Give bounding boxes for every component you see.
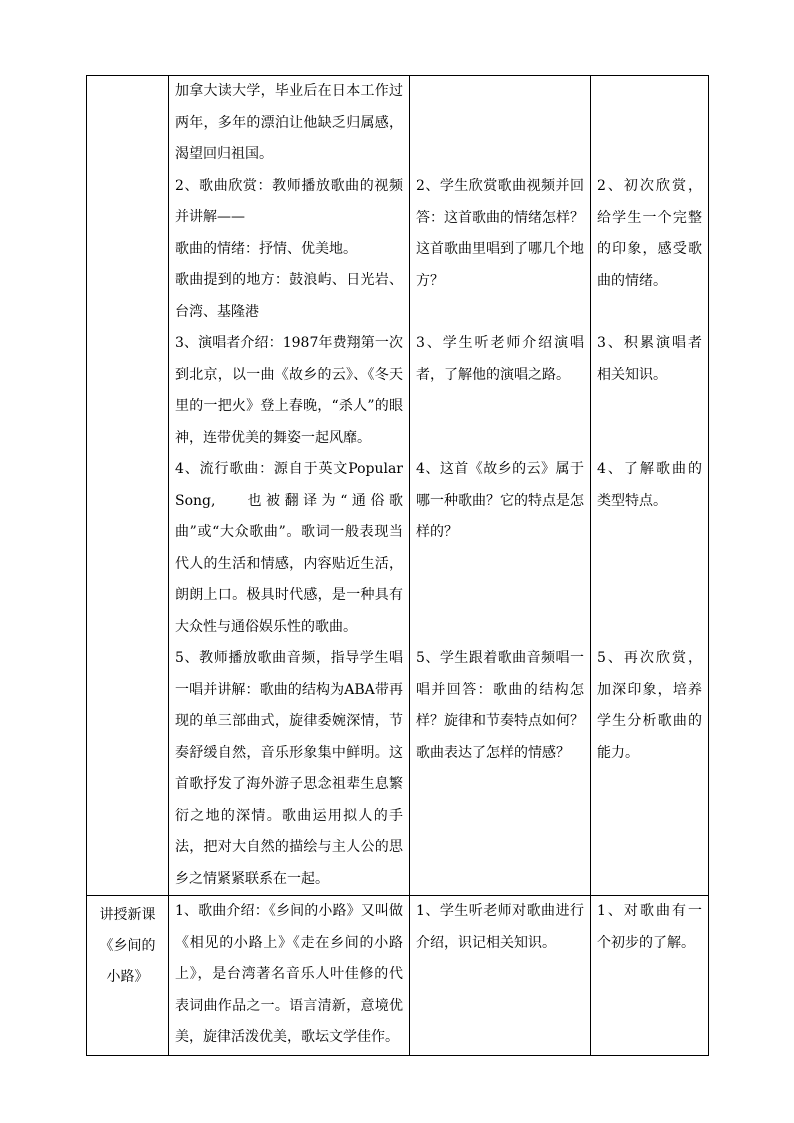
intent-paragraph: 3、积累演唱者相关知识。 — [597, 335, 702, 383]
table-row — [87, 76, 709, 896]
teacher-paragraph: 4、流行歌曲：源自于英文Popular Song, 也被翻译为“通俗歌曲”或“大众歌曲”。歌词一般表现当代人的生活和情感，内容贴近生活，朗朗上口。极具时代感，是一种具有大众性与通俗娱乐性的歌曲。 — [175, 461, 403, 635]
teacher-activity-cell — [169, 896, 410, 1056]
student-activity-cell — [410, 896, 591, 1056]
intent-paragraph: 5、再次欣赏，加深印象，培养学生分析歌曲的能力。 — [597, 650, 702, 761]
student-activity-cell — [410, 76, 591, 896]
student-paragraph: 5、学生跟着歌曲音频唱一唱并回答：歌曲的结构怎样？旋律和节奏特点如何？歌曲表达了怎样的情感？ — [416, 650, 584, 761]
student-paragraph: 2、学生欣赏歌曲视频并回答：这首歌曲的情绪怎样？这首歌曲里唱到了哪几个地方？ — [416, 178, 584, 289]
table-row — [87, 896, 709, 1056]
student-paragraph: 4、这首《故乡的云》属于哪一种歌曲？它的特点是怎样的？ — [416, 461, 584, 540]
lesson-plan-table — [86, 75, 709, 1056]
student-paragraph: 1、学生听老师对歌曲进行介绍，识记相关知识。 — [416, 903, 584, 951]
teacher-paragraph: 3、演唱者介绍：1987年费翔第一次到北京，以一曲《故乡的云》、《冬天里的一把火》登上春晚，“杀人”的眼神，连带优美的舞姿一起风靡。 — [175, 335, 403, 446]
lesson-title-cell: 讲授新课《乡间的小路》 — [87, 896, 169, 1056]
lesson-cell — [87, 76, 169, 896]
teacher-activity-cell — [169, 76, 410, 896]
design-intent-cell — [591, 76, 709, 896]
teacher-paragraph: 歌曲提到的地方：鼓浪屿、日光岩、台湾、基隆港 — [175, 272, 403, 320]
intent-paragraph: 1、对歌曲有一个初步的了解。 — [597, 903, 702, 951]
teacher-paragraph: 2、歌曲欣赏：教师播放歌曲的视频并讲解—— — [175, 177, 403, 225]
teacher-paragraph: 歌曲的情绪：抒情、优美地。 — [175, 240, 357, 257]
teacher-paragraph: 5、教师播放歌曲音频，指导学生唱一唱并讲解：歌曲的结构为ABA带再现的单三部曲式，旋律委婉深情，节奏舒缓自然，音乐形象集中鲜明。这首歌抒发了海外游子思念祖辈生息繁衍之地的深情。歌曲运用拟人的手法，把对大自然的描绘与主人公的思乡之情紧紧联系在一起。 — [175, 650, 403, 887]
intent-paragraph: 4、了解歌曲的类型特点。 — [597, 461, 702, 509]
intent-paragraph: 2、初次欣赏，给学生一个完整的印象，感受歌曲的情绪。 — [597, 178, 702, 289]
student-paragraph: 3、学生听老师介绍演唱者，了解他的演唱之路。 — [416, 335, 584, 383]
teacher-paragraph: 加拿大读大学，毕业后在日本工作过两年，多年的漂泊让他缺乏归属感，渴望回归祖国。 — [175, 83, 403, 162]
teacher-paragraph: 1、歌曲介绍：《乡间的小路》又叫做《相见的小路上》《走在乡间的小路上》，是台湾著名音乐人叶佳修的代表词曲作品之一。语言清新，意境优美，旋律活泼优美，歌坛文学佳作。 — [175, 903, 403, 1045]
design-intent-cell — [591, 896, 709, 1056]
